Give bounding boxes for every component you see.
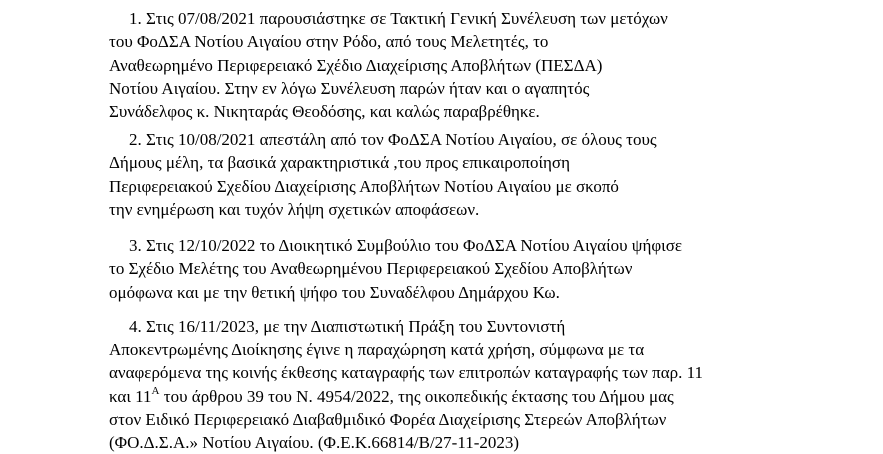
paragraph-line [0,409,883,431]
paragraph-line [0,199,883,221]
paragraph-line [0,362,883,384]
line-text: Νοτίου Αιγαίου. Στην εν λόγω Συνέλευση παρών ήταν και ο αγαπητός [109,79,590,98]
paragraph-line [0,235,883,257]
paragraph-line [0,8,883,30]
line-text: του ΦοΔΣΑ Νοτίου Αιγαίου στην Ρόδο, από τους Μελετητές, το [109,32,549,51]
paragraph-line [0,129,883,151]
line-text: την ενημέρωση και τυχόν λήψη σχετικών αποφάσεων. [109,200,480,219]
paragraph-line [0,31,883,53]
line-text: αναφερόμενα της κοινής έκθεσης καταγραφής των επιτροπών καταγραφής των παρ. 11 [109,363,703,383]
paragraph-line [0,152,883,174]
paragraph-line [0,339,883,361]
line-text: (ΦΟ.Δ.Σ.Α.» Νοτίου Αιγαίου. (Φ.Ε.Κ.66814/Β/27-11-2023) [109,433,520,452]
paragraph-line [0,316,883,338]
paragraph-line [0,101,883,123]
line-text: Αποκεντρωμένης Διοίκησης έγινε η παραχώρηση κατά χρήση, σύμφωνα με τα [109,340,645,360]
line-text: Περιφερειακού Σχεδίου Διαχείρισης Αποβλήτων Νοτίου Αιγαίου με σκοπό [109,177,619,196]
line-text: Δήμους μέλη, τα βασικά χαρακτηριστικά ,του προς επικαιροποίηση [109,153,570,172]
paragraph-line [0,386,883,408]
line-text-before-superscript: και 11 [109,386,152,406]
superscript-alpha: Α [151,384,160,397]
line-text: στον Ειδικό Περιφερειακό Διαβαθμιδικό Φορέα Διαχείρισης Στερεών Αποβλήτων [109,409,667,429]
line-text [109,386,674,408]
paragraph-line [0,258,883,280]
paragraph-line [0,282,883,304]
paragraph-line [0,176,883,198]
line-text: 4. Στις 16/11/2023, με την Διαπιστωτική Πράξη του Συντονιστή [129,317,566,336]
line-text: 3. Στις 12/10/2022 το Διοικητικό Συμβούλιο του ΦοΔΣΑ Νοτίου Αιγαίου ψήφισε [129,236,683,255]
line-text: το Σχέδιο Μελέτης του Αναθεωρημένου Περιφερειακού Σχεδίου Αποβλήτων [109,259,633,278]
paragraph-line [0,78,883,100]
line-text: 2. Στις 10/08/2021 απεστάλη από τον ΦοΔΣΑ Νοτίου Αιγαίου, σε όλους τους [129,130,657,149]
line-text-after-superscript: του άρθρου 39 του Ν. 4954/2022, της οικοπεδικής έκτασης του Δήμου μας [159,386,674,406]
paragraph-line [0,432,883,454]
line-text: ομόφωνα και με την θετική ψήφο του Συναδέλφου Δημάρχου Κω. [109,283,560,302]
line-text: 1. Στις 07/08/2021 παρουσιάστηκε σε Τακτική Γενική Συνέλευση των μετόχων [129,9,668,28]
line-text: Αναθεωρημένο Περιφερειακό Σχέδιο Διαχείρισης Αποβλήτων (ΠΕΣΔΑ) [109,56,603,75]
paragraph-line [0,55,883,77]
line-text: Συνάδελφος κ. Νικηταράς Θεοδόσης, και καλώς παραβρέθηκε. [109,102,540,121]
